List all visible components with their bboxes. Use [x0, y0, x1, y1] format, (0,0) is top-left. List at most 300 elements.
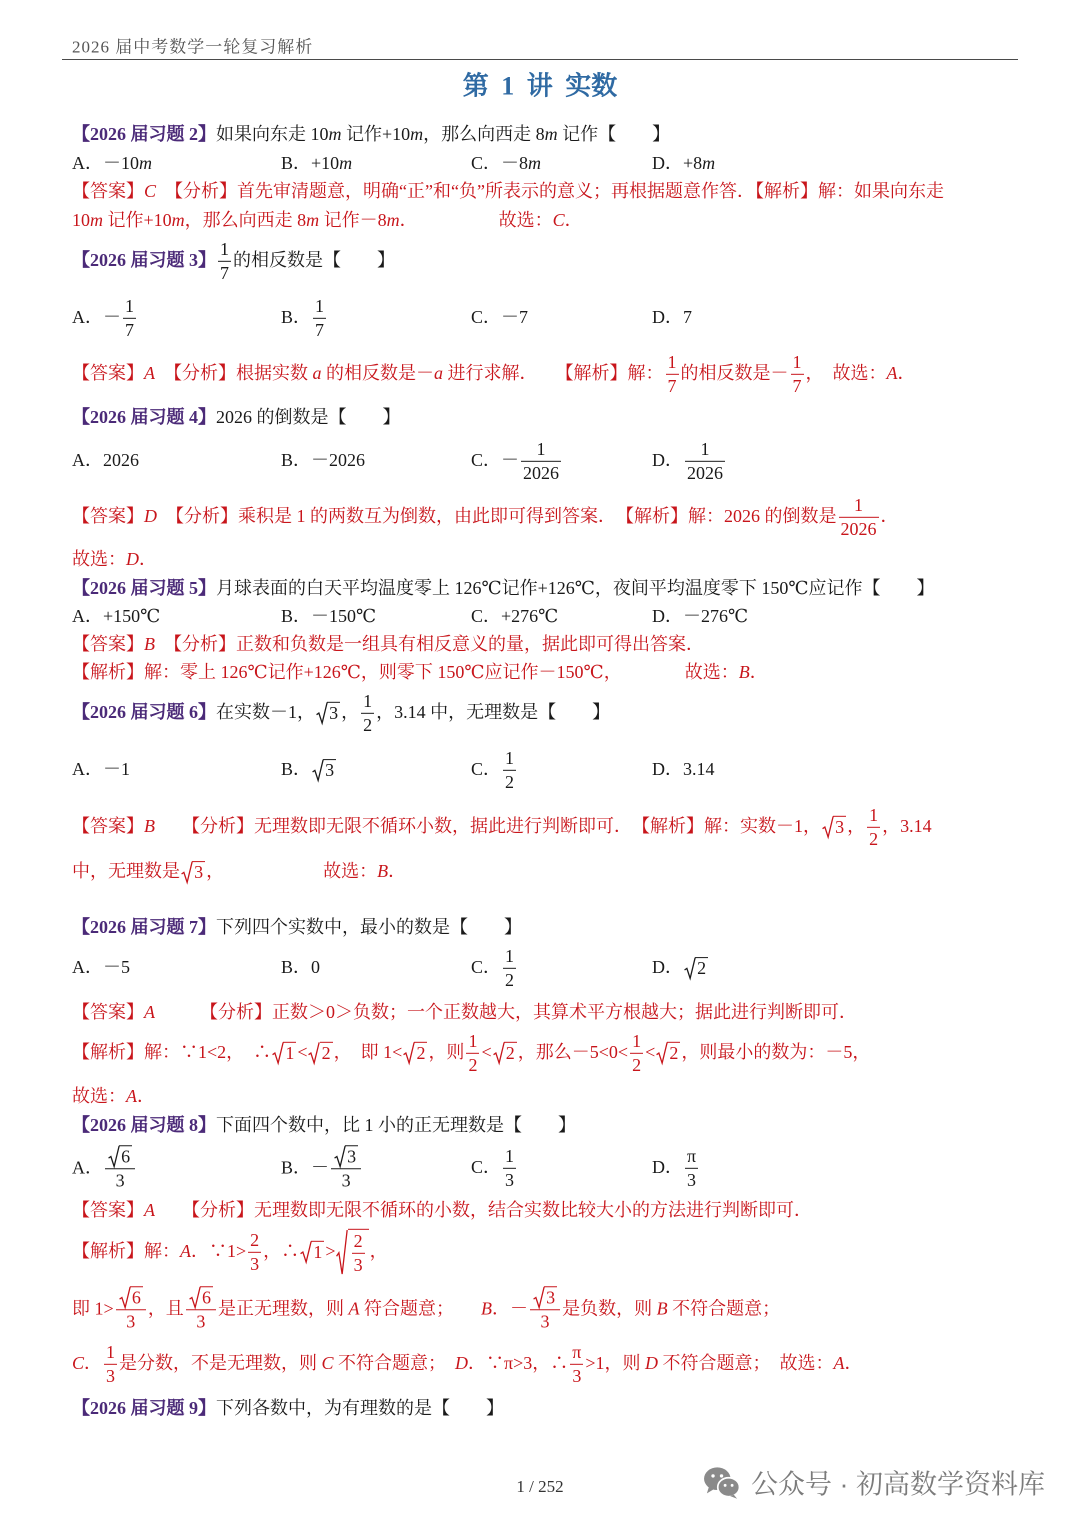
fraction [105, 1145, 135, 1190]
text-run: D． [652, 450, 683, 471]
text-run: D． [652, 1157, 683, 1178]
square-root [533, 1286, 557, 1308]
text-run: 的相反数是－ [321, 363, 434, 384]
fraction-bar [116, 1309, 146, 1310]
text-run: 下列四个实数中，最小的数是【 】 [216, 917, 522, 938]
math-variable: m [90, 210, 103, 231]
text-run: ．－ [491, 1298, 528, 1319]
text-run: 的相反数是【 】 [233, 250, 395, 271]
text-run: 7 [315, 319, 325, 340]
text-run: 进行求解． 【解析】解： [443, 363, 664, 384]
square-root [181, 861, 205, 883]
square-root [312, 759, 336, 781]
fraction [867, 805, 880, 849]
text-run: 【分析】无理数即无限不循环小数，据此进行判断即可． 【解析】解：实数－1， [155, 816, 821, 837]
problem-label: 【2026 届习题 8】 [72, 1115, 216, 1136]
fraction-bar [466, 1053, 479, 1054]
radicand [414, 1042, 427, 1064]
fraction-denominator [503, 772, 516, 793]
square-root [316, 702, 340, 724]
text-run: ，则 [428, 1042, 465, 1063]
text-run: ，3.14 [882, 816, 932, 837]
text-run: 3 [540, 1311, 550, 1332]
option-a [72, 296, 138, 340]
fraction [630, 1031, 643, 1075]
math-variable: B [738, 662, 750, 683]
fraction-numerator [218, 239, 231, 260]
fraction-numerator [685, 1146, 698, 1167]
fraction-numerator [361, 691, 374, 712]
square-root [493, 1042, 517, 1064]
fraction-numerator [352, 1231, 365, 1252]
text-run: 1 [285, 1043, 295, 1064]
question-line [72, 691, 610, 735]
fraction-bar [186, 1309, 216, 1310]
math-variable: m [386, 210, 400, 231]
text-run: 3 [126, 1311, 136, 1332]
fraction [248, 1230, 261, 1274]
question-line [72, 917, 522, 939]
text-run: ． [139, 549, 157, 570]
radicand [200, 1286, 213, 1308]
option-d [652, 439, 727, 483]
text-run: C．－7 [471, 307, 529, 328]
text-run: 1 [854, 494, 863, 515]
answer-line [72, 1200, 812, 1222]
answer-line [72, 210, 583, 232]
text-run: 【答案】 [72, 181, 144, 202]
text-run: 【分析】首先审清题意，明确“正”和“负”所表示的意义；再根据题意作答．【解析】解：如果向东走 [156, 181, 944, 202]
fraction-bar [521, 461, 561, 462]
fraction-numerator [530, 1286, 560, 1308]
fraction [521, 439, 561, 483]
fraction-denominator [123, 320, 136, 341]
math-variable: D [645, 1353, 659, 1374]
option-a [72, 759, 130, 781]
text-run: 2026 [840, 518, 877, 539]
square-root [656, 1042, 680, 1064]
fraction-bar [361, 713, 374, 714]
text-run: A．2026 [72, 450, 139, 471]
fraction-bar [104, 1364, 117, 1365]
fraction-denominator [666, 376, 679, 397]
text-run: ，那么向西走 8 [184, 210, 307, 231]
text-run: 3 [835, 817, 845, 838]
math-variable: C [321, 1353, 334, 1374]
page-indicator: 1 / 252 [516, 1477, 564, 1496]
text-run: 3 [329, 703, 339, 724]
text-run: ．∵π>3，∴ [468, 1353, 569, 1374]
text-run: D．－276℃ [652, 606, 749, 627]
fraction-denominator [361, 715, 374, 736]
text-run: 不符合题意； 故选： [658, 1353, 834, 1374]
math-variable: A [886, 363, 898, 384]
text-run: 3 [687, 1169, 697, 1190]
radicand [320, 1042, 333, 1064]
text-run: 2 [669, 1043, 679, 1064]
math-variable: B [656, 1298, 668, 1319]
math-variable: A [126, 1086, 137, 1107]
option-a [72, 450, 139, 472]
math-variable: m [328, 124, 342, 145]
text-run: C．－ [471, 450, 520, 471]
text-run: 6 [121, 1146, 131, 1167]
text-run: < [481, 1042, 492, 1063]
answer-line [72, 634, 704, 656]
question-line [72, 124, 670, 146]
text-run: 【分析】乘积是 1 的两数互为倒数，由此即可得到答案． 【解析】解：2026 的倒数是 [157, 506, 837, 527]
fraction-numerator [503, 1146, 516, 1167]
text-run: 2 [505, 969, 515, 990]
text-run: 2026 [523, 462, 560, 483]
text-run: C． [471, 1157, 502, 1178]
text-run: 1 [363, 690, 373, 711]
text-run: 2 [869, 828, 879, 849]
math-variable: m [139, 153, 152, 174]
math-variable: D [144, 506, 157, 527]
text-run: A．－1 [72, 759, 130, 780]
text-run: 【答案】 [72, 363, 144, 384]
text-run: ， [341, 702, 360, 723]
option-d [652, 153, 715, 175]
text-run: 月球表面的白天平均温度零上 126℃记作+126℃，夜间平均温度零下 150℃应记作【 】 [216, 578, 935, 599]
square-root [336, 1229, 368, 1275]
option-d [652, 957, 709, 979]
radical-sign-icon [656, 1042, 667, 1064]
text-run: ，∴ [263, 1241, 300, 1262]
text-run: B．－2026 [281, 450, 366, 471]
fraction [503, 748, 516, 792]
radicand [323, 759, 336, 781]
text-run: 下面四个数中，比 1 小的正无理数是【 】 [216, 1115, 576, 1136]
fraction-bar [666, 374, 679, 375]
text-run: 1 [505, 945, 515, 966]
square-root [684, 957, 708, 979]
text-run: 【答案】 [72, 1200, 144, 1221]
option-c [471, 1146, 518, 1190]
fraction-bar [313, 318, 326, 319]
option-b [281, 957, 320, 979]
fraction-denominator [248, 1254, 261, 1275]
text-run: 2 [353, 1230, 363, 1251]
text-run: B．+10 [281, 153, 340, 174]
text-run: 6 [201, 1287, 211, 1308]
problem-label: 【2026 届习题 3】 [72, 250, 216, 271]
text-run: 是正无理数，则 [217, 1298, 349, 1319]
fraction-denominator [867, 829, 880, 850]
fraction [352, 1231, 365, 1275]
answer-line [72, 495, 899, 539]
text-run: ． [564, 210, 583, 231]
answer-line [72, 1286, 780, 1331]
text-run: 不符合题意； [667, 1298, 781, 1319]
fraction-bar [352, 1253, 365, 1254]
radicand [283, 1042, 296, 1064]
square-root [822, 816, 846, 838]
fraction-bar [570, 1364, 583, 1365]
watermark-text: 公众号 · 初高数学资料库 [751, 1469, 1045, 1500]
fraction-denominator [218, 263, 231, 284]
radicand [311, 1241, 324, 1263]
radicand [504, 1042, 517, 1064]
answer-line [72, 1086, 155, 1108]
fraction [791, 352, 804, 396]
text-run: ，则最小的数为：－5， [681, 1042, 871, 1063]
fraction [313, 296, 326, 340]
text-run: D． [652, 957, 683, 978]
text-run: 【答案】 [72, 634, 144, 655]
fraction [361, 691, 374, 735]
math-variable: B [144, 816, 155, 837]
text-run: < [645, 1042, 656, 1063]
text-run: ． 故选： [399, 210, 553, 231]
option-a [72, 1145, 137, 1190]
text-run: 不符合题意； [333, 1353, 456, 1374]
square-root [334, 1145, 358, 1167]
text-run: B．－150℃ [281, 606, 377, 627]
fraction-denominator [124, 1311, 137, 1332]
fraction-numerator [699, 439, 712, 460]
math-variable: B [377, 861, 389, 882]
text-run: 1 [792, 351, 802, 372]
math-variable: A [348, 1298, 360, 1319]
fraction-denominator [570, 1366, 583, 1387]
text-run: 1 [313, 1242, 323, 1263]
text-run: 是分数，不是无理数，则 [119, 1353, 322, 1374]
answer-line [72, 181, 944, 203]
answer-line [72, 1002, 857, 1024]
text-run: 在实数－1， [216, 702, 315, 723]
fraction [503, 1146, 516, 1190]
text-run: 下列各数中，为有理数的是【 】 [216, 1398, 504, 1419]
text-run: 【分析】无理数即无限不循环的小数，结合实数比较大小的方法进行判断即可． [155, 1200, 812, 1221]
text-run: 1 [505, 747, 515, 768]
text-run: 【分析】根据实数 [155, 363, 313, 384]
fraction [218, 239, 231, 283]
fraction-bar [530, 1309, 560, 1310]
radical-sign-icon [403, 1042, 414, 1064]
text-run: 【分析】正数和负数是一组具有相反意义的量，据此即可得出答案． [155, 634, 704, 655]
text-run: 【答案】 [72, 1002, 144, 1023]
text-run: C． [471, 759, 502, 780]
fraction-bar [791, 374, 804, 375]
text-run: π [687, 1145, 697, 1166]
math-variable: C [552, 210, 565, 231]
radical-sign-icon [300, 1241, 311, 1263]
math-variable: A [144, 1200, 155, 1221]
radical-sign-icon [272, 1042, 283, 1064]
text-run: 【解析】解：零上 126℃记作+126℃，则零下 150℃应记作－150℃， 故选： [72, 662, 739, 683]
problem-label: 【2026 届习题 6】 [72, 702, 216, 723]
option-b [281, 606, 376, 628]
fraction-denominator [630, 1055, 643, 1076]
math-variable: B [480, 1298, 492, 1319]
square-root [300, 1241, 324, 1263]
square-root [403, 1042, 427, 1064]
fraction-numerator [867, 805, 880, 826]
text-run: 故选： [72, 549, 126, 570]
running-header: 2026 届中考数学一轮复习解析 [72, 37, 314, 57]
radical-sign-icon [189, 1286, 200, 1308]
text-run: B． [281, 759, 312, 780]
fraction-denominator [503, 1170, 516, 1191]
text-run: 记作【 】 [557, 124, 671, 145]
radicand [833, 816, 846, 838]
text-run: 2 [250, 1229, 260, 1250]
text-run: 符合题意； [359, 1298, 481, 1319]
text-run: 2 [505, 1043, 515, 1064]
fraction-denominator [194, 1311, 207, 1332]
fraction-denominator [839, 519, 879, 540]
fraction [104, 1342, 117, 1386]
fraction-bar [105, 1168, 135, 1169]
text-run: ． [880, 506, 899, 527]
text-run: A． [72, 1157, 103, 1178]
option-d [652, 759, 715, 781]
fraction-numerator [791, 352, 804, 373]
text-run: 3 [353, 1254, 363, 1275]
text-run: D．3.14 [652, 759, 715, 780]
option-d [652, 1146, 700, 1190]
fraction-numerator [666, 352, 679, 373]
text-run: 1 [315, 295, 325, 316]
text-run: ， [847, 816, 866, 837]
radicand [130, 1286, 143, 1308]
answer-line [72, 662, 768, 684]
text-run: ， 故选： [805, 363, 887, 384]
text-run: 3 [505, 1169, 515, 1190]
fraction [570, 1342, 583, 1386]
text-run: 记作+10 [341, 124, 411, 145]
fraction-numerator [852, 495, 865, 516]
fraction-denominator [521, 463, 561, 484]
answer-line [72, 861, 406, 883]
fraction-numerator [503, 748, 516, 769]
fraction [331, 1145, 361, 1190]
text-run: B． [281, 307, 312, 328]
math-variable: a [434, 363, 443, 384]
fraction-denominator [539, 1311, 552, 1332]
text-run: 1 [700, 438, 710, 459]
text-run: 如果向东走 10 [216, 124, 329, 145]
math-variable: m [410, 124, 424, 145]
fraction-bar [503, 770, 516, 771]
text-run: 3 [572, 1365, 582, 1386]
text-run: 2 [363, 714, 373, 735]
fraction [666, 352, 679, 396]
text-run: 2 [632, 1054, 642, 1075]
text-run: 1 [468, 1030, 478, 1051]
fraction-numerator [570, 1342, 583, 1363]
option-b [281, 759, 337, 781]
radicand [327, 702, 340, 724]
text-run: 【解析】解： [72, 1241, 180, 1262]
answer-line [72, 549, 157, 571]
text-run: 7 [667, 375, 677, 396]
text-run: 即 1> [72, 1298, 114, 1319]
math-variable: A [180, 1241, 191, 1262]
problem-label: 【2026 届习题 2】 [72, 124, 216, 145]
answer-line [72, 805, 932, 849]
square-root [308, 1042, 332, 1064]
radical-sign-icon [119, 1286, 130, 1308]
fraction-numerator [104, 1342, 117, 1363]
fraction-bar [839, 517, 879, 518]
radical-sign-icon [312, 759, 323, 781]
radical-sign-icon [822, 816, 833, 838]
radical-sign-icon [336, 1229, 347, 1275]
fraction [685, 1146, 698, 1190]
text-run: 【答案】 [72, 506, 144, 527]
text-run: 记作+10 [103, 210, 172, 231]
fraction [123, 296, 136, 340]
text-run: 故选： [72, 1086, 126, 1107]
fraction-numerator [186, 1286, 216, 1308]
fraction [466, 1031, 479, 1075]
problem-label: 【2026 届习题 9】 [72, 1398, 216, 1419]
watermark [703, 1463, 1045, 1502]
math-variable: A [144, 363, 155, 384]
fraction-bar [685, 1168, 698, 1169]
text-run: C． [471, 957, 502, 978]
radical-sign-icon [684, 957, 695, 979]
text-run: A．－ [72, 307, 121, 328]
text-run: A．－5 [72, 957, 130, 978]
fraction-numerator [466, 1031, 479, 1052]
text-run: 3 [347, 1146, 357, 1167]
text-run: D．7 [652, 307, 692, 328]
fraction [503, 946, 516, 990]
text-run: 中，无理数是 [72, 861, 180, 882]
radicand [119, 1145, 132, 1167]
fraction-numerator [123, 296, 136, 317]
text-run: A．+150℃ [72, 606, 161, 627]
fraction-numerator [313, 296, 326, 317]
text-run: C．+276℃ [471, 606, 559, 627]
radical-sign-icon [181, 861, 192, 883]
fraction-numerator [331, 1145, 361, 1167]
text-run: 1 [106, 1341, 116, 1362]
text-run: 是负数，则 [562, 1298, 657, 1319]
text-run: ， 故选： [206, 861, 378, 882]
square-root [108, 1145, 132, 1167]
text-run: > [325, 1241, 336, 1262]
text-run: 1 [667, 351, 677, 372]
problem-label: 【2026 届习题 7】 [72, 917, 216, 938]
text-run: ． [897, 363, 916, 384]
text-run: 3 [341, 1170, 351, 1191]
fraction-denominator [466, 1055, 479, 1076]
text-run: ．∵1> [191, 1241, 247, 1262]
radicand [348, 1229, 369, 1275]
radical-sign-icon [108, 1145, 119, 1167]
math-variable: C [144, 181, 157, 202]
text-run: 3 [546, 1287, 556, 1308]
text-run: 3 [115, 1170, 125, 1191]
option-b [281, 296, 328, 340]
answer-line [72, 352, 916, 396]
wechat-icon [703, 1465, 741, 1499]
math-variable: D [455, 1353, 469, 1374]
option-b [281, 450, 365, 472]
option-c [471, 946, 518, 990]
radical-sign-icon [533, 1286, 544, 1308]
fraction-bar [218, 261, 231, 262]
text-run: 1 [632, 1030, 642, 1051]
fraction-bar [867, 827, 880, 828]
text-run: 记作－8 [319, 210, 387, 231]
math-variable: m [171, 210, 185, 231]
